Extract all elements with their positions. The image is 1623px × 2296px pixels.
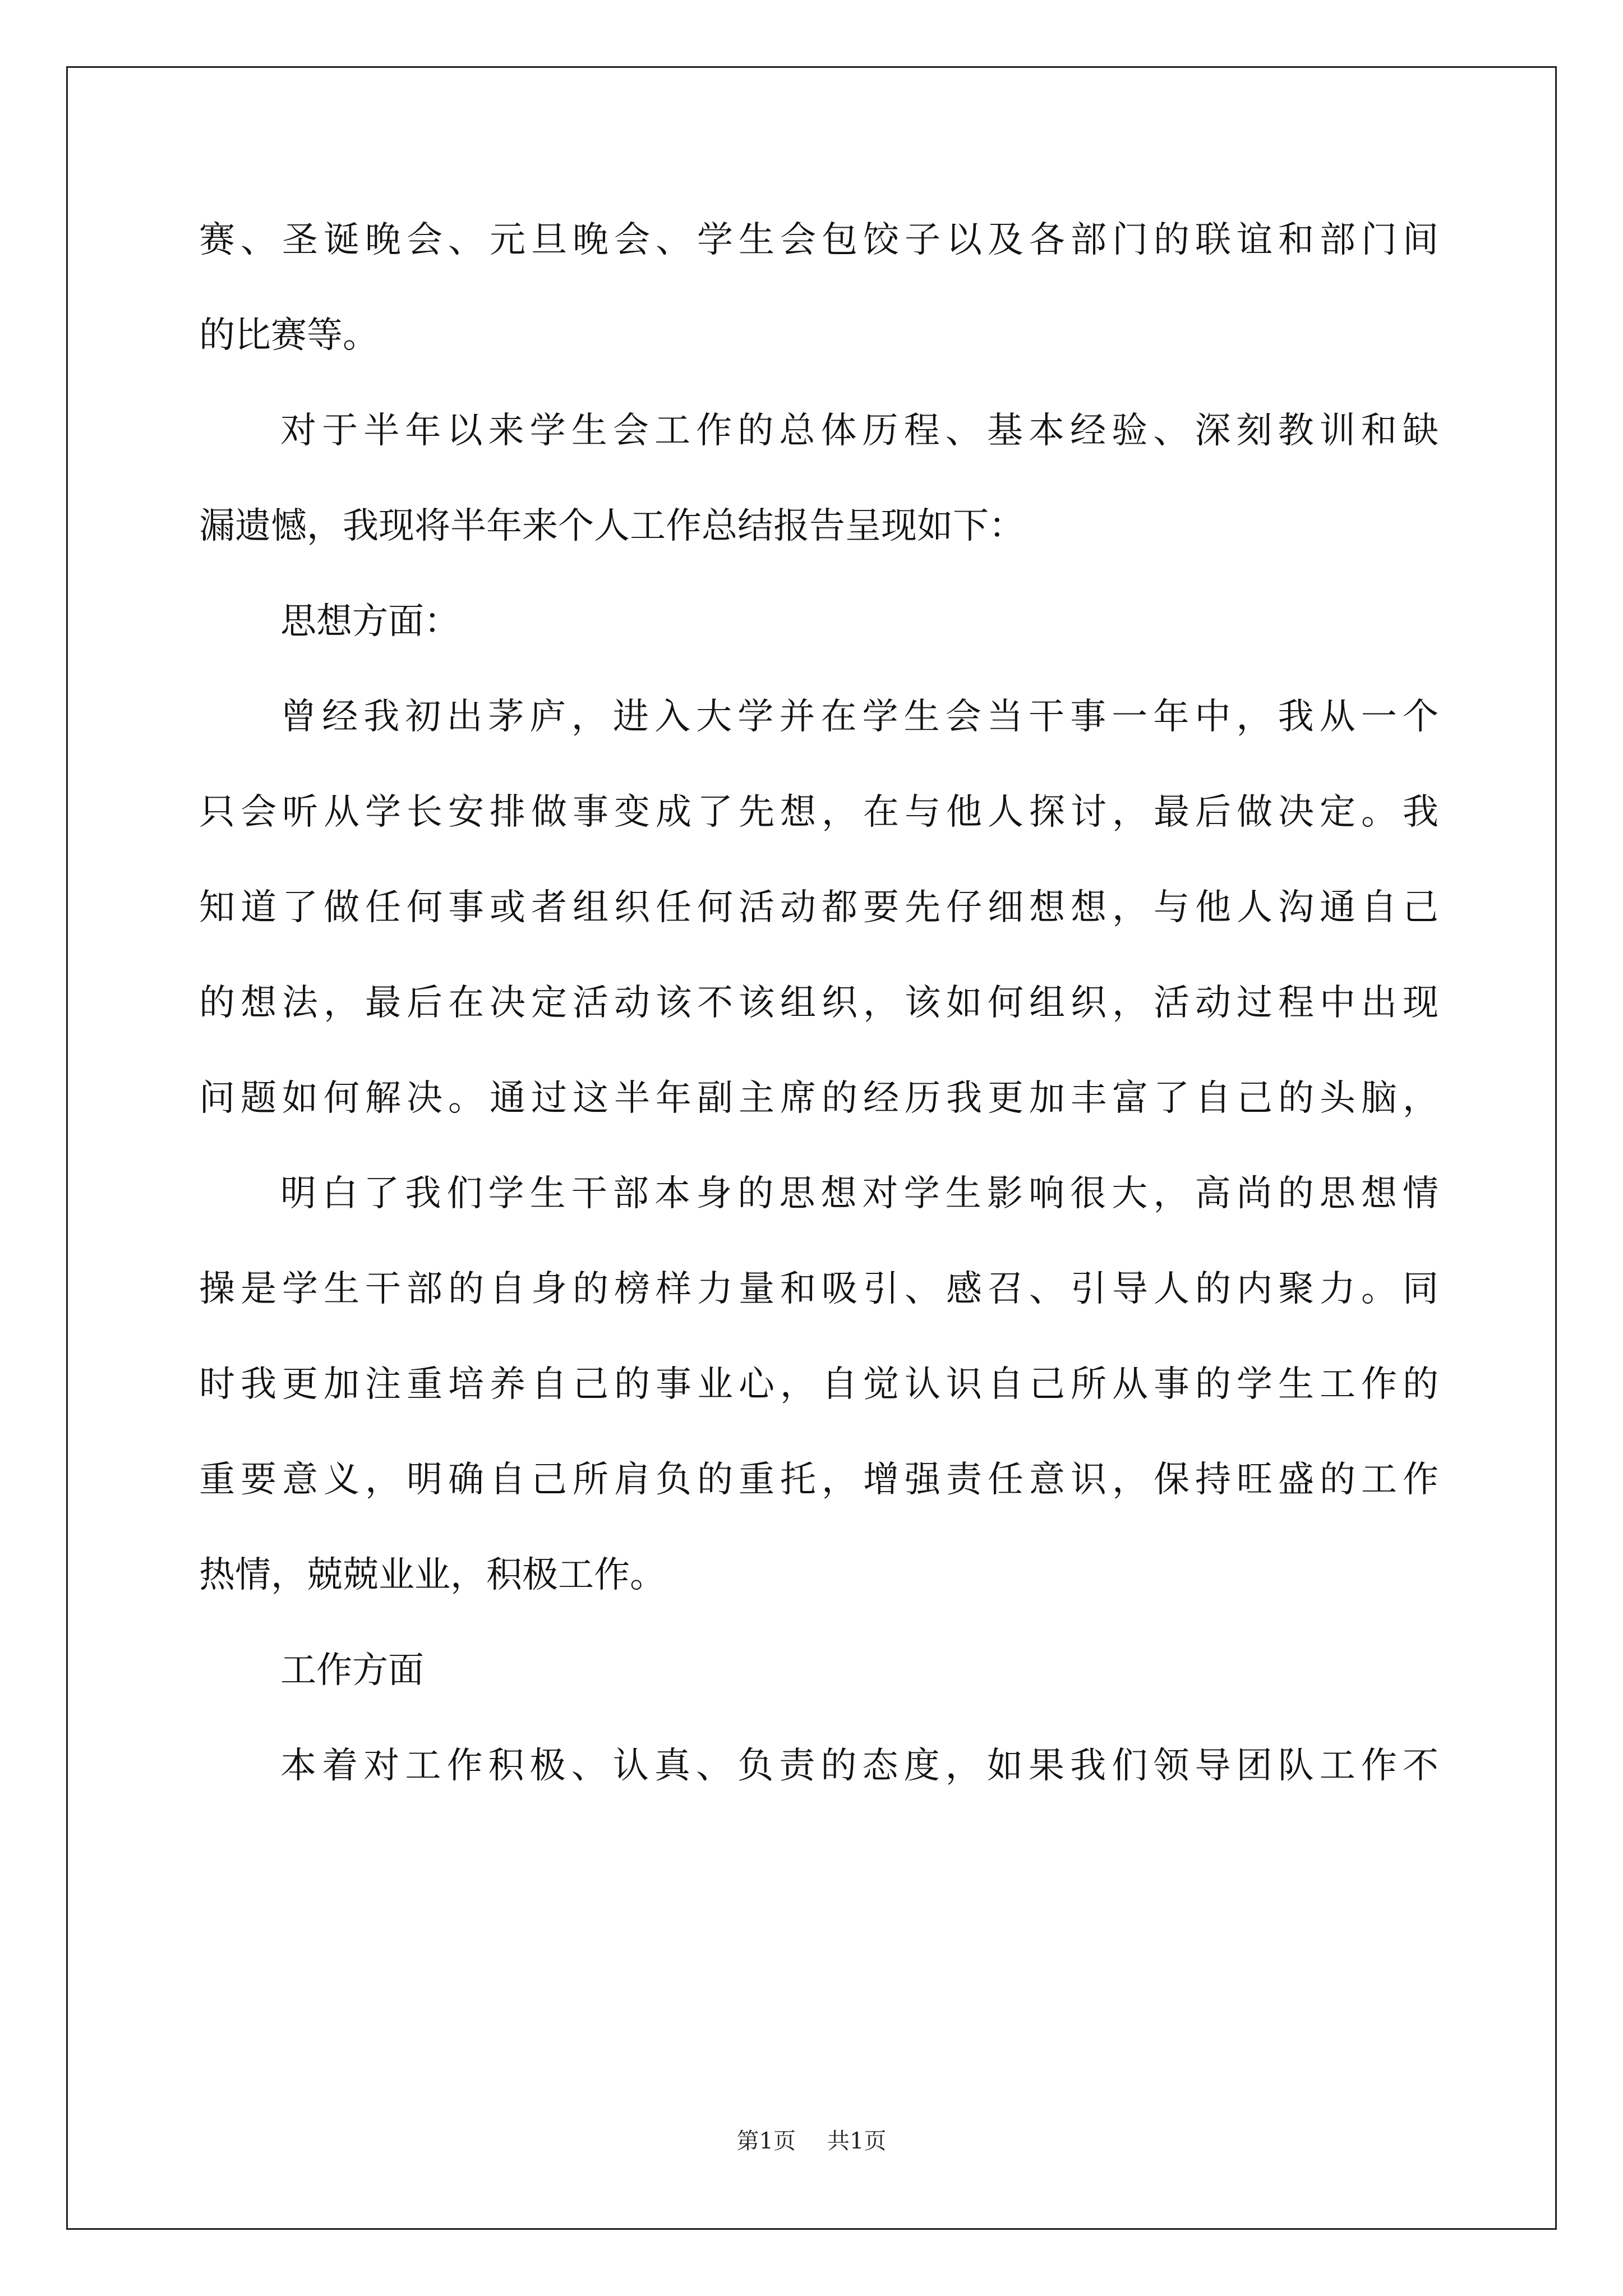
page-number: 第1页 [736,2128,796,2154]
section-heading: 工作方面 [280,1650,424,1691]
text-line: 对于半年以来学生会工作的总体历程、基本经验、深刻教训和缺 [280,410,1438,452]
text-line: 操是学生干部的自身的榜样力量和吸引、感召、引导人的内聚力。同 [199,1268,1438,1310]
text-line: 明白了我们学生干部本身的思想对学生影响很大，高尚的思想情 [280,1173,1438,1214]
text-line: 热情，兢兢业业，积极工作。 [199,1554,666,1596]
document-body [199,213,1438,1834]
text-line: 本着对工作积极、认真、负责的态度，如果我们领导团队工作不 [280,1745,1438,1787]
section-heading: 思想方面： [280,601,460,642]
page-total: 共1页 [827,2128,887,2154]
text-line: 的想法，最后在决定活动该不该组织，该如何组织，活动过程中出现 [199,982,1438,1024]
page-footer [0,2127,1623,2155]
text-line: 的比赛等。 [199,315,379,356]
text-line: 赛、圣诞晚会、元旦晚会、学生会包饺子以及各部门的联谊和部门间 [199,219,1438,261]
text-line: 重要意义，明确自己所肩负的重托，增强责任意识，保持旺盛的工作 [199,1459,1438,1501]
text-line: 时我更加注重培养自己的事业心，自觉认识自己所从事的学生工作的 [199,1364,1438,1405]
text-line: 只会听从学长安排做事变成了先想，在与他人探讨，最后做决定。我 [199,792,1438,833]
text-line: 漏遗憾，我现将半年来个人工作总结报告呈现如下： [199,505,1025,547]
text-line: 知道了做任何事或者组织任何活动都要先仔细想想，与他人沟通自己 [199,887,1438,928]
text-line: 曾经我初出茅庐，进入大学并在学生会当干事一年中，我从一个 [280,696,1438,738]
text-line: 问题如何解决。通过这半年副主席的经历我更加丰富了自己的头脑， [199,1078,1438,1119]
